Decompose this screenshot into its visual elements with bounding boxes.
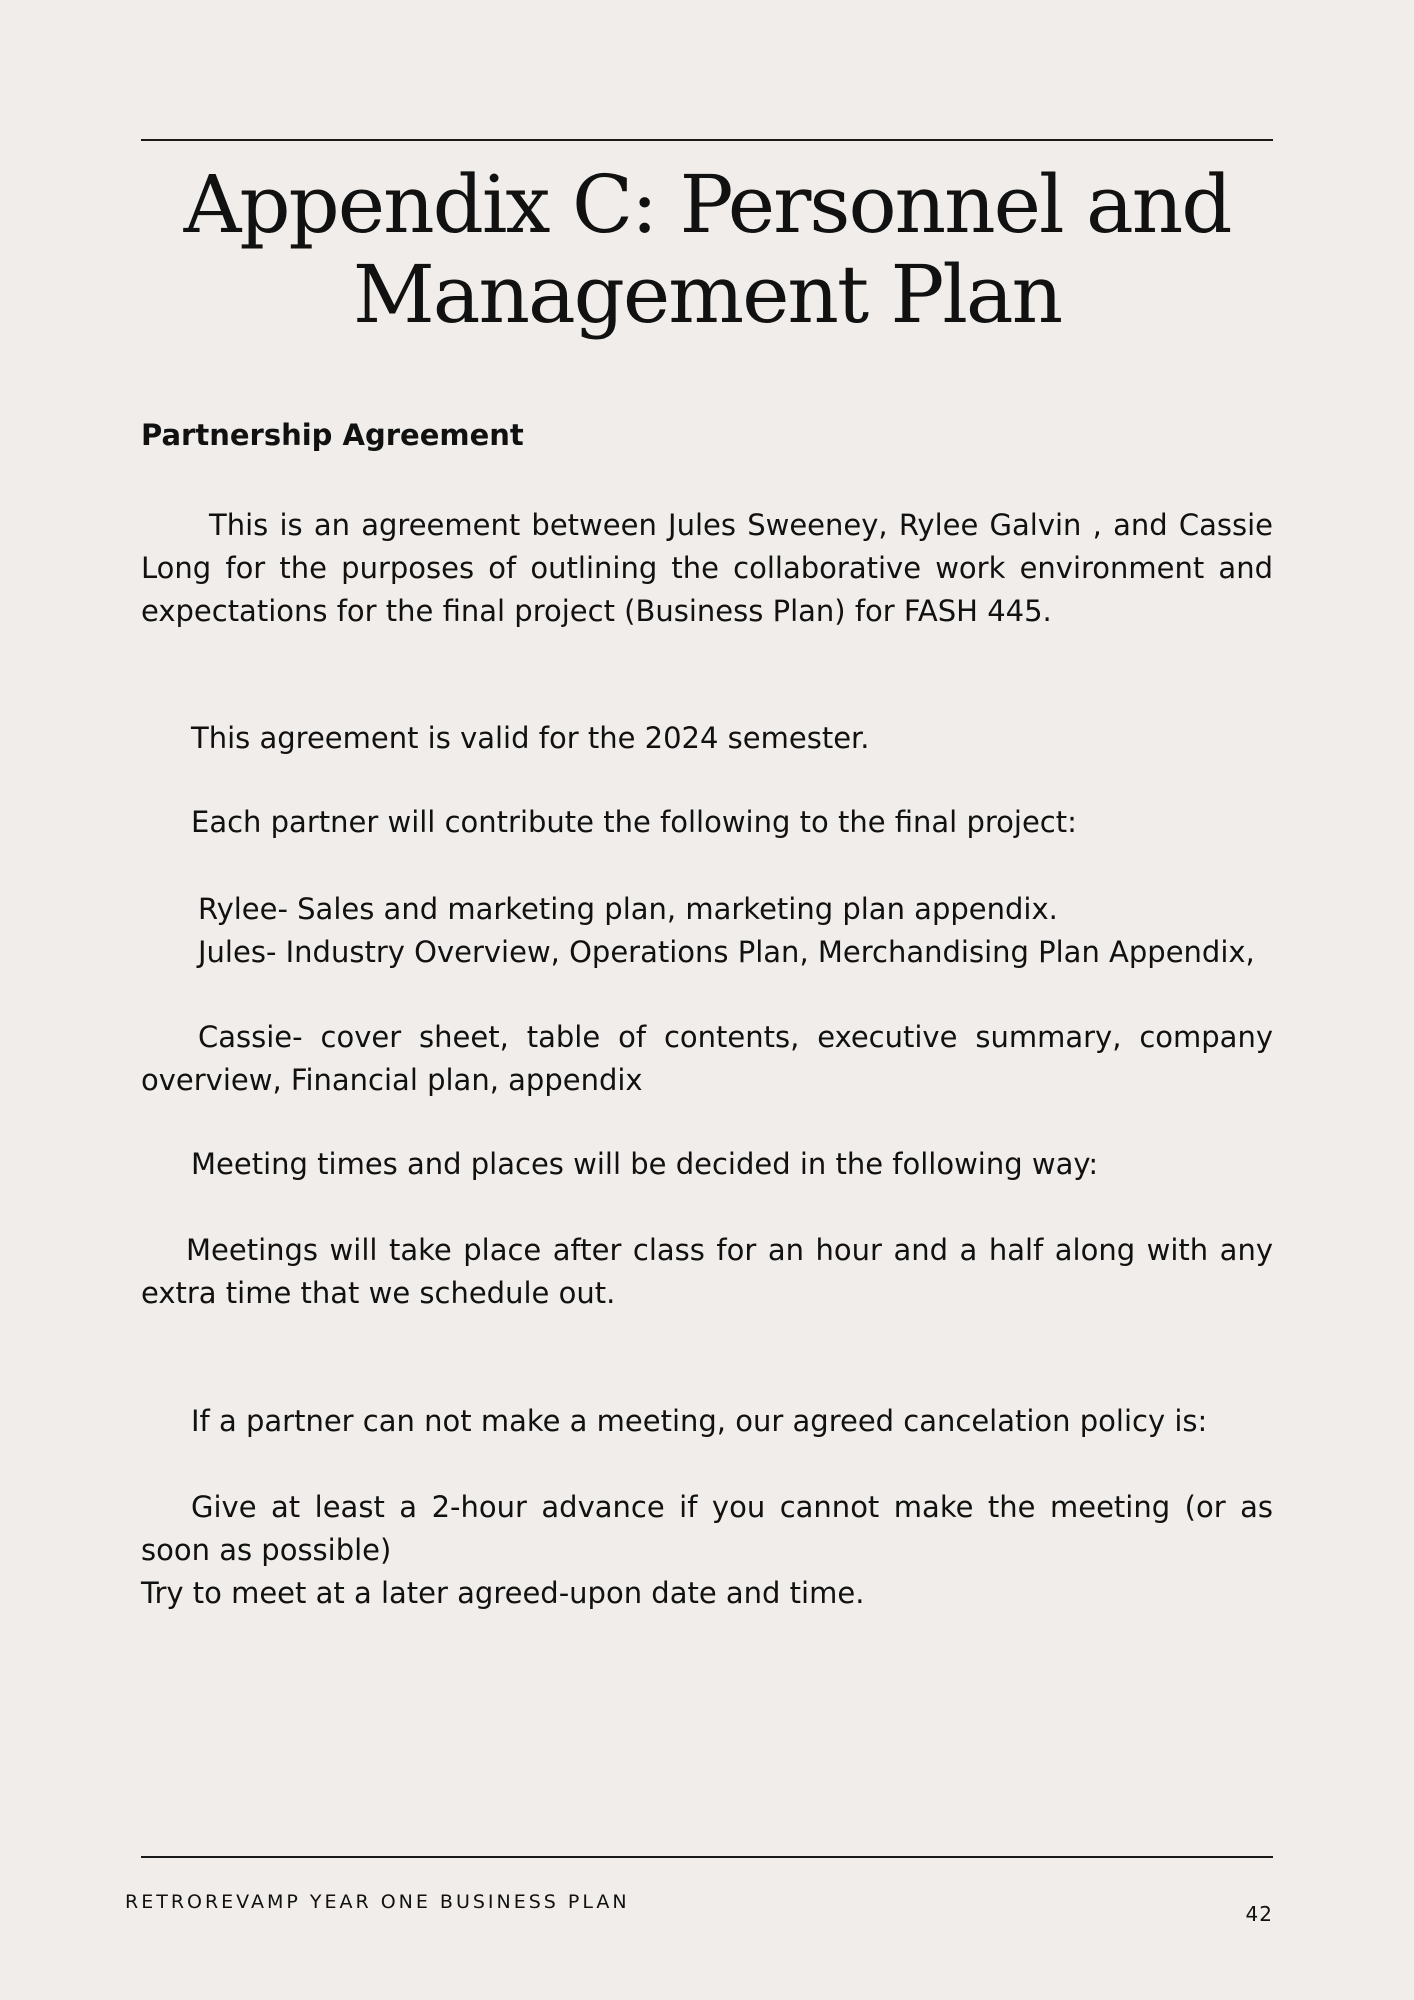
- meeting-detail-paragraph: Meetings will take place after class for an hour and a half along with any extra time that we schedule out.: [141, 1233, 1273, 1310]
- cassie-contribution: Cassie- cover sheet, table of contents, executive summary, company overview, Financial plan, appendix: [141, 1020, 1273, 1097]
- page-title-line-2: Management Plan: [352, 248, 1062, 341]
- reschedule-paragraph: Try to meet at a later agreed-upon date and time.: [141, 1576, 865, 1610]
- footer-document-title: RETROREVAMP YEAR ONE BUSINESS PLAN: [125, 1891, 630, 1913]
- page-title: [141, 160, 1273, 340]
- rylee-contribution: Rylee- Sales and marketing plan, marketing plan appendix.: [198, 892, 1058, 926]
- top-divider: [141, 139, 1273, 141]
- footer-page-number: 42: [1245, 1902, 1273, 1926]
- intro-paragraph: This is an agreement between Jules Sweeney, Rylee Galvin , and Cassie Long for the purposes of outlining the collaborative work environment and expectations for the final project (Business Plan) for FASH 445.: [141, 508, 1273, 628]
- meeting-intro-paragraph: Meeting times and places will be decided in the following way:: [191, 1147, 1099, 1181]
- validity-paragraph: This agreement is valid for the 2024 semester.: [191, 721, 870, 755]
- jules-contribution: Jules- Industry Overview, Operations Plan, Merchandising Plan Appendix,: [198, 935, 1255, 969]
- bottom-divider: [141, 1856, 1273, 1858]
- cancel-intro-paragraph: If a partner can not make a meeting, our agreed cancelation policy is:: [191, 1404, 1208, 1438]
- contribution-intro-paragraph: Each partner will contribute the following to the final project:: [191, 805, 1077, 839]
- section-heading: Partnership Agreement: [141, 418, 524, 452]
- page-title-line-1: Appendix C: Personnel and: [183, 158, 1231, 251]
- cancel-detail-paragraph: Give at least a 2-hour advance if you cannot make the meeting (or as soon as possible): [141, 1490, 1273, 1567]
